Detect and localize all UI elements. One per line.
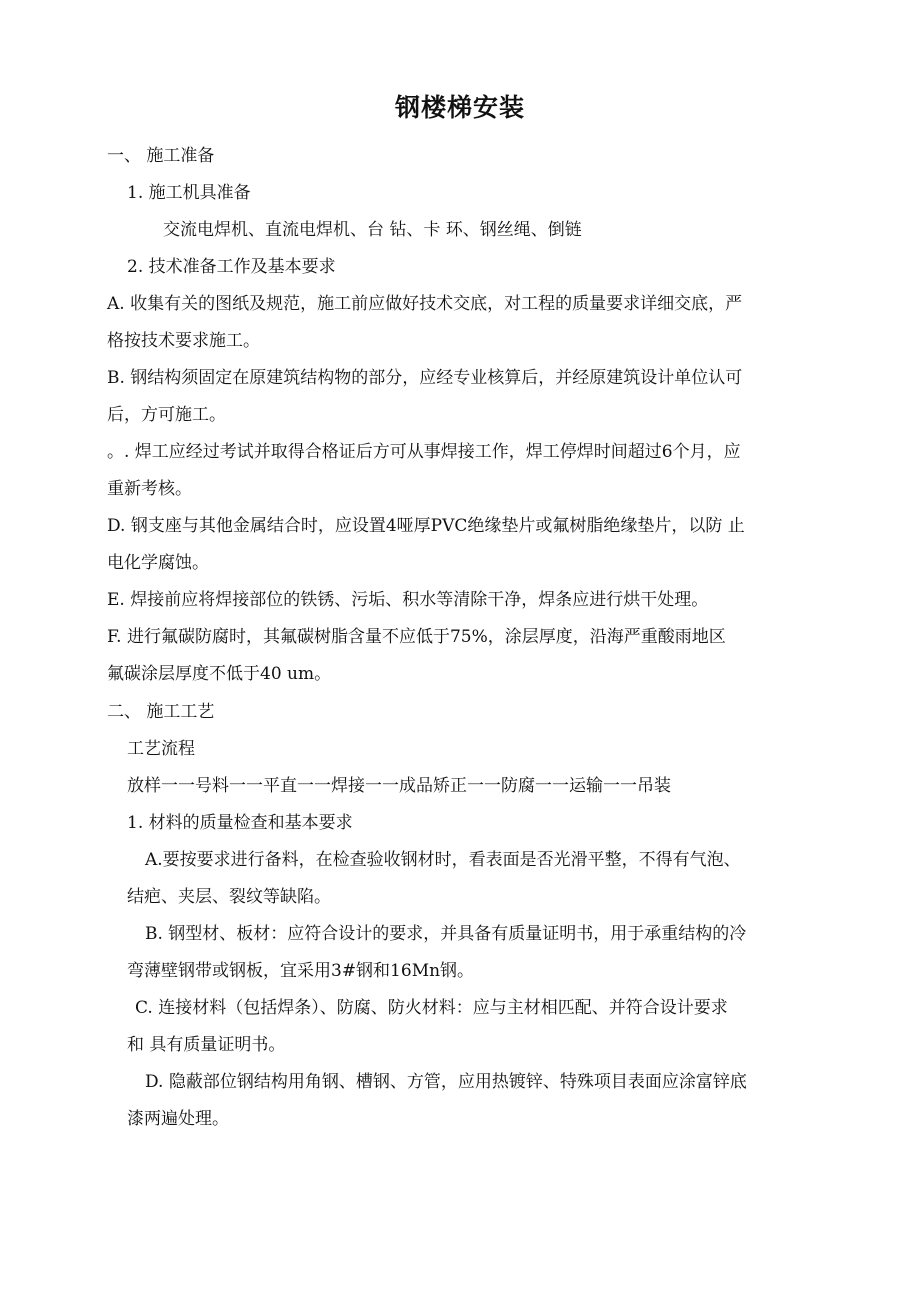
paragraph-line: 弯薄壁钢带或钢板，宜采用3#钢和16Mn钢。 <box>127 961 475 981</box>
paragraph-line: 氟碳涂层厚度不低于40 um。 <box>107 664 332 684</box>
paragraph-line: 。. 焊工应经过考试并取得合格证后方可从事焊接工作，焊工停焊时间超过6个月，应 <box>107 442 741 462</box>
paragraph-line: 后，方可施工。 <box>107 405 226 425</box>
paragraph-line: 和 具有质量证明书。 <box>127 1035 286 1055</box>
section-heading-process: 二、 施工工艺 <box>107 702 215 722</box>
paragraph-line: C. 连接材料（包括焊条）、防腐、防火材料：应与主材相匹配、并符合设计要求 <box>135 998 728 1018</box>
paragraph-line: B. 钢型材、板材：应符合设计的要求，并具备有质量证明书，用于承重结构的冷 <box>145 924 747 944</box>
subsection-heading-tools: 1. 施工机具准备 <box>127 183 251 203</box>
paragraph-line: 重新考核。 <box>107 479 192 499</box>
subsection-heading-technical: 2. 技术准备工作及基本要求 <box>127 257 336 277</box>
subsection-heading-materials: 1. 材料的质量检查和基本要求 <box>127 813 353 833</box>
process-flow: 放样一一号料一一平直一一焊接一一成品矫正一一防腐一一运输一一吊装 <box>127 776 671 796</box>
paragraph-line: F. 进行氟碳防腐时，其氟碳树脂含量不应低于75%，涂层厚度，沿海严重酸雨地区 <box>107 627 726 647</box>
paragraph-line: D. 钢支座与其他金属结合时，应设置4哑厚PVC绝缘垫片或氟树脂绝缘垫片，以防 止 <box>107 516 745 536</box>
paragraph-line: 电化学腐蚀。 <box>107 553 209 573</box>
paragraph-line: 格按技术要求施工。 <box>107 331 260 351</box>
paragraph-line: B. 钢结构须固定在原建筑结构物的部分，应经专业核算后，并经原建筑设计单位认可 <box>107 368 743 388</box>
paragraph-line: A. 收集有关的图纸及规范，施工前应做好技术交底，对工程的质量要求详细交底，严 <box>107 294 743 314</box>
paragraph-line: 漆两遍处理。 <box>127 1109 229 1129</box>
subsection-heading-flow: 工艺流程 <box>127 739 195 759</box>
paragraph-line: D. 隐蔽部位钢结构用角钢、槽钢、方管，应用热镀锌、特殊项目表面应涂富锌底 <box>145 1072 747 1092</box>
paragraph-line: E. 焊接前应将焊接部位的铁锈、污垢、积水等清除干净，焊条应进行烘干处理。 <box>107 590 709 610</box>
paragraph-line: 结疤、夹层、裂纹等缺陷。 <box>127 887 331 907</box>
document-title: 钢楼梯安装 <box>394 93 525 122</box>
paragraph-line: A.要按要求进行备料，在检查验收钢材时，看表面是否光滑平整，不得有气泡、 <box>145 850 741 870</box>
tools-list: 交流电焊机、直流电焊机、台 钻、卡 环、钢丝绳、倒链 <box>163 220 582 240</box>
section-heading-preparation: 一、 施工准备 <box>107 146 215 166</box>
